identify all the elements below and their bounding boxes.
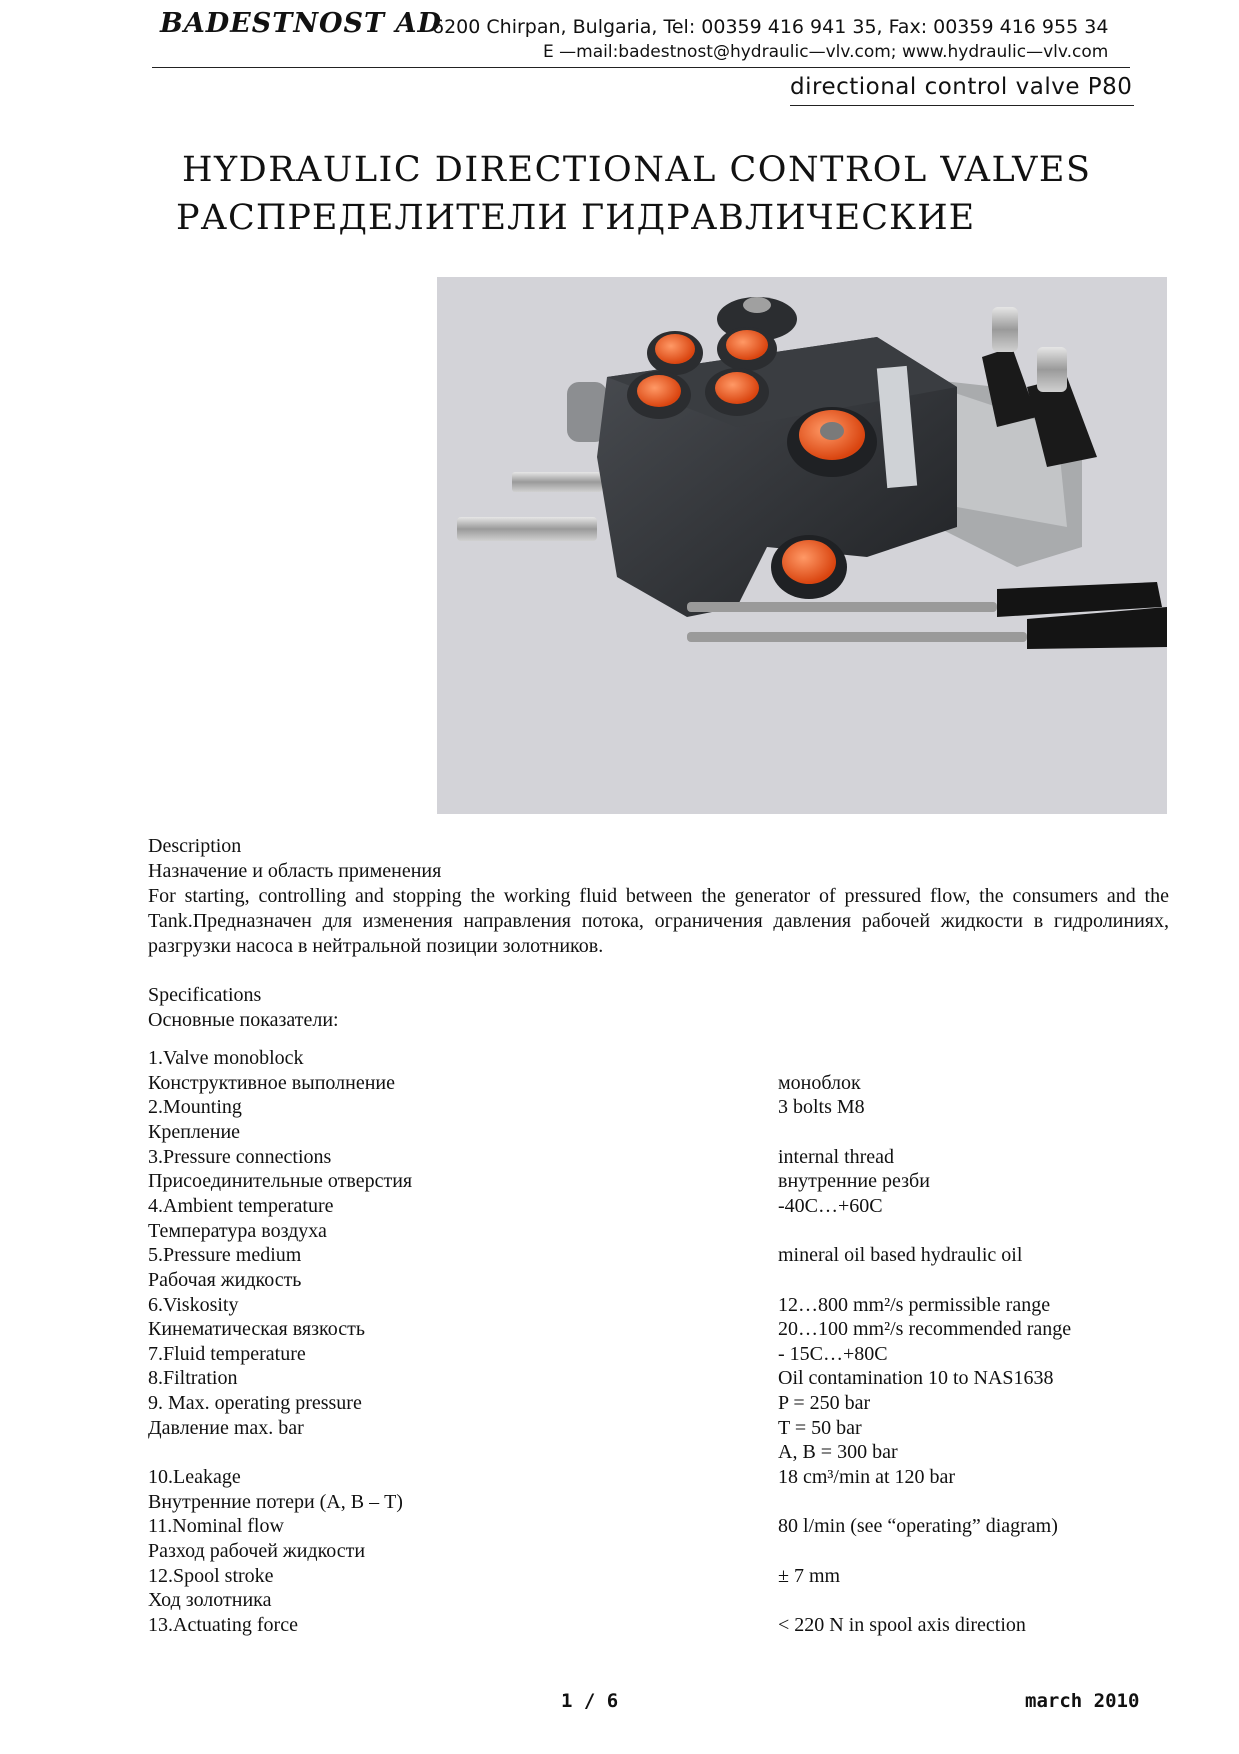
spec-value: < 220 N in spool axis direction: [778, 1614, 1026, 1636]
spec-value: 3 bolts M8: [778, 1096, 865, 1118]
description-section: [148, 834, 1169, 959]
spec-label: 7.Fluid temperature: [148, 1343, 306, 1365]
contact-line-1: 6200 Chirpan, Bulgaria, Tel: 00359 416 941 35, Fax: 00359 416 955 34: [432, 16, 1109, 38]
page-number: 1 / 6: [561, 1690, 619, 1712]
spec-label: 10.Leakage: [148, 1466, 241, 1488]
spec-value: внутренние резби: [778, 1170, 930, 1192]
spec-label: 9. Max. operating pressure: [148, 1392, 362, 1414]
document-subtitle: directional control valve P80: [790, 74, 1133, 100]
specifications-heading: [148, 983, 1169, 1033]
title-russian: РАСПРЕДЕЛИТЕЛИ ГИДРАВЛИЧЕСКИЕ: [176, 198, 976, 238]
spec-label: Ход золотника: [148, 1589, 272, 1611]
spec-label: Внутренние потери (А, В – Т): [148, 1491, 403, 1513]
spec-label: Давление max. bar: [148, 1417, 304, 1439]
title-english: HYDRAULIC DIRECTIONAL CONTROL VALVES: [182, 150, 1092, 190]
spec-label: Крепление: [148, 1121, 241, 1143]
spec-value: P = 250 bar: [778, 1392, 871, 1414]
spec-value: mineral oil based hydraulic oil: [778, 1244, 1023, 1266]
specifications-heading-ru: Основные показатели:: [148, 1009, 339, 1031]
header-rule: [152, 67, 1130, 68]
spec-label: 13.Actuating force: [148, 1614, 298, 1636]
subtitle-rule: [790, 105, 1134, 106]
spec-value: 80 l/min (see “operating” diagram): [778, 1515, 1058, 1537]
spec-value: 12…800 mm²/s permissible range: [778, 1294, 1051, 1316]
company-name: BADESTNOST AD: [160, 8, 442, 39]
description-heading-en: Description: [148, 835, 242, 857]
spec-label: Рабочая жидкость: [148, 1269, 302, 1291]
spec-label: 1.Valve monoblock: [148, 1047, 304, 1069]
spec-label: Конструктивное выполнение: [148, 1072, 395, 1094]
spec-value: T = 50 bar: [778, 1417, 862, 1439]
spec-label: Температура воздуха: [148, 1220, 327, 1242]
spec-value: 18 cm³/min at 120 bar: [778, 1466, 956, 1488]
spec-label: 12.Spool stroke: [148, 1565, 274, 1587]
spec-value: -40C…+60C: [778, 1195, 883, 1217]
specifications-heading-en: Specifications: [148, 984, 262, 1006]
valve-photo: [437, 277, 1167, 814]
spec-value: 20…100 mm²/s recommended range: [778, 1318, 1072, 1340]
spec-value: A, B = 300 bar: [778, 1441, 898, 1463]
spec-value: Oil contamination 10 to NAS1638: [778, 1367, 1054, 1389]
description-text: For starting, controlling and stopping the working fluid between the generator of pressured flow, the consumers and the Tank.Предназначен для изменения направления потока, ограничения давления рабочей жидкости в гидролиниях, разгрузки насоса в нейтральной позиции золотников.: [148, 885, 1169, 957]
spec-value: моноблок: [778, 1072, 861, 1094]
spec-label: Кинематическая вязкость: [148, 1318, 365, 1340]
spec-label: Присоединительные отверстия: [148, 1170, 413, 1192]
spec-label: 11.Nominal flow: [148, 1515, 284, 1537]
spec-label: 2.Mounting: [148, 1096, 242, 1118]
spec-value: internal thread: [778, 1146, 895, 1168]
spec-label: Разход рабочей жидкости: [148, 1540, 366, 1562]
document-date: march 2010: [1025, 1690, 1140, 1712]
spec-label: 6.Viskosity: [148, 1294, 239, 1316]
spec-label: 5.Pressure medium: [148, 1244, 302, 1266]
description-heading-ru: Назначение и область применения: [148, 860, 442, 882]
spec-label: 3.Pressure connections: [148, 1146, 332, 1168]
spec-value: ± 7 mm: [778, 1565, 841, 1587]
spec-label: 4.Ambient temperature: [148, 1195, 334, 1217]
spec-label: 8.Filtration: [148, 1367, 238, 1389]
spec-value: - 15C…+80C: [778, 1343, 888, 1365]
contact-line-2: E —mail:badestnost@hydraulic—vlv.com; www.hydraulic—vlv.com: [543, 42, 1109, 62]
